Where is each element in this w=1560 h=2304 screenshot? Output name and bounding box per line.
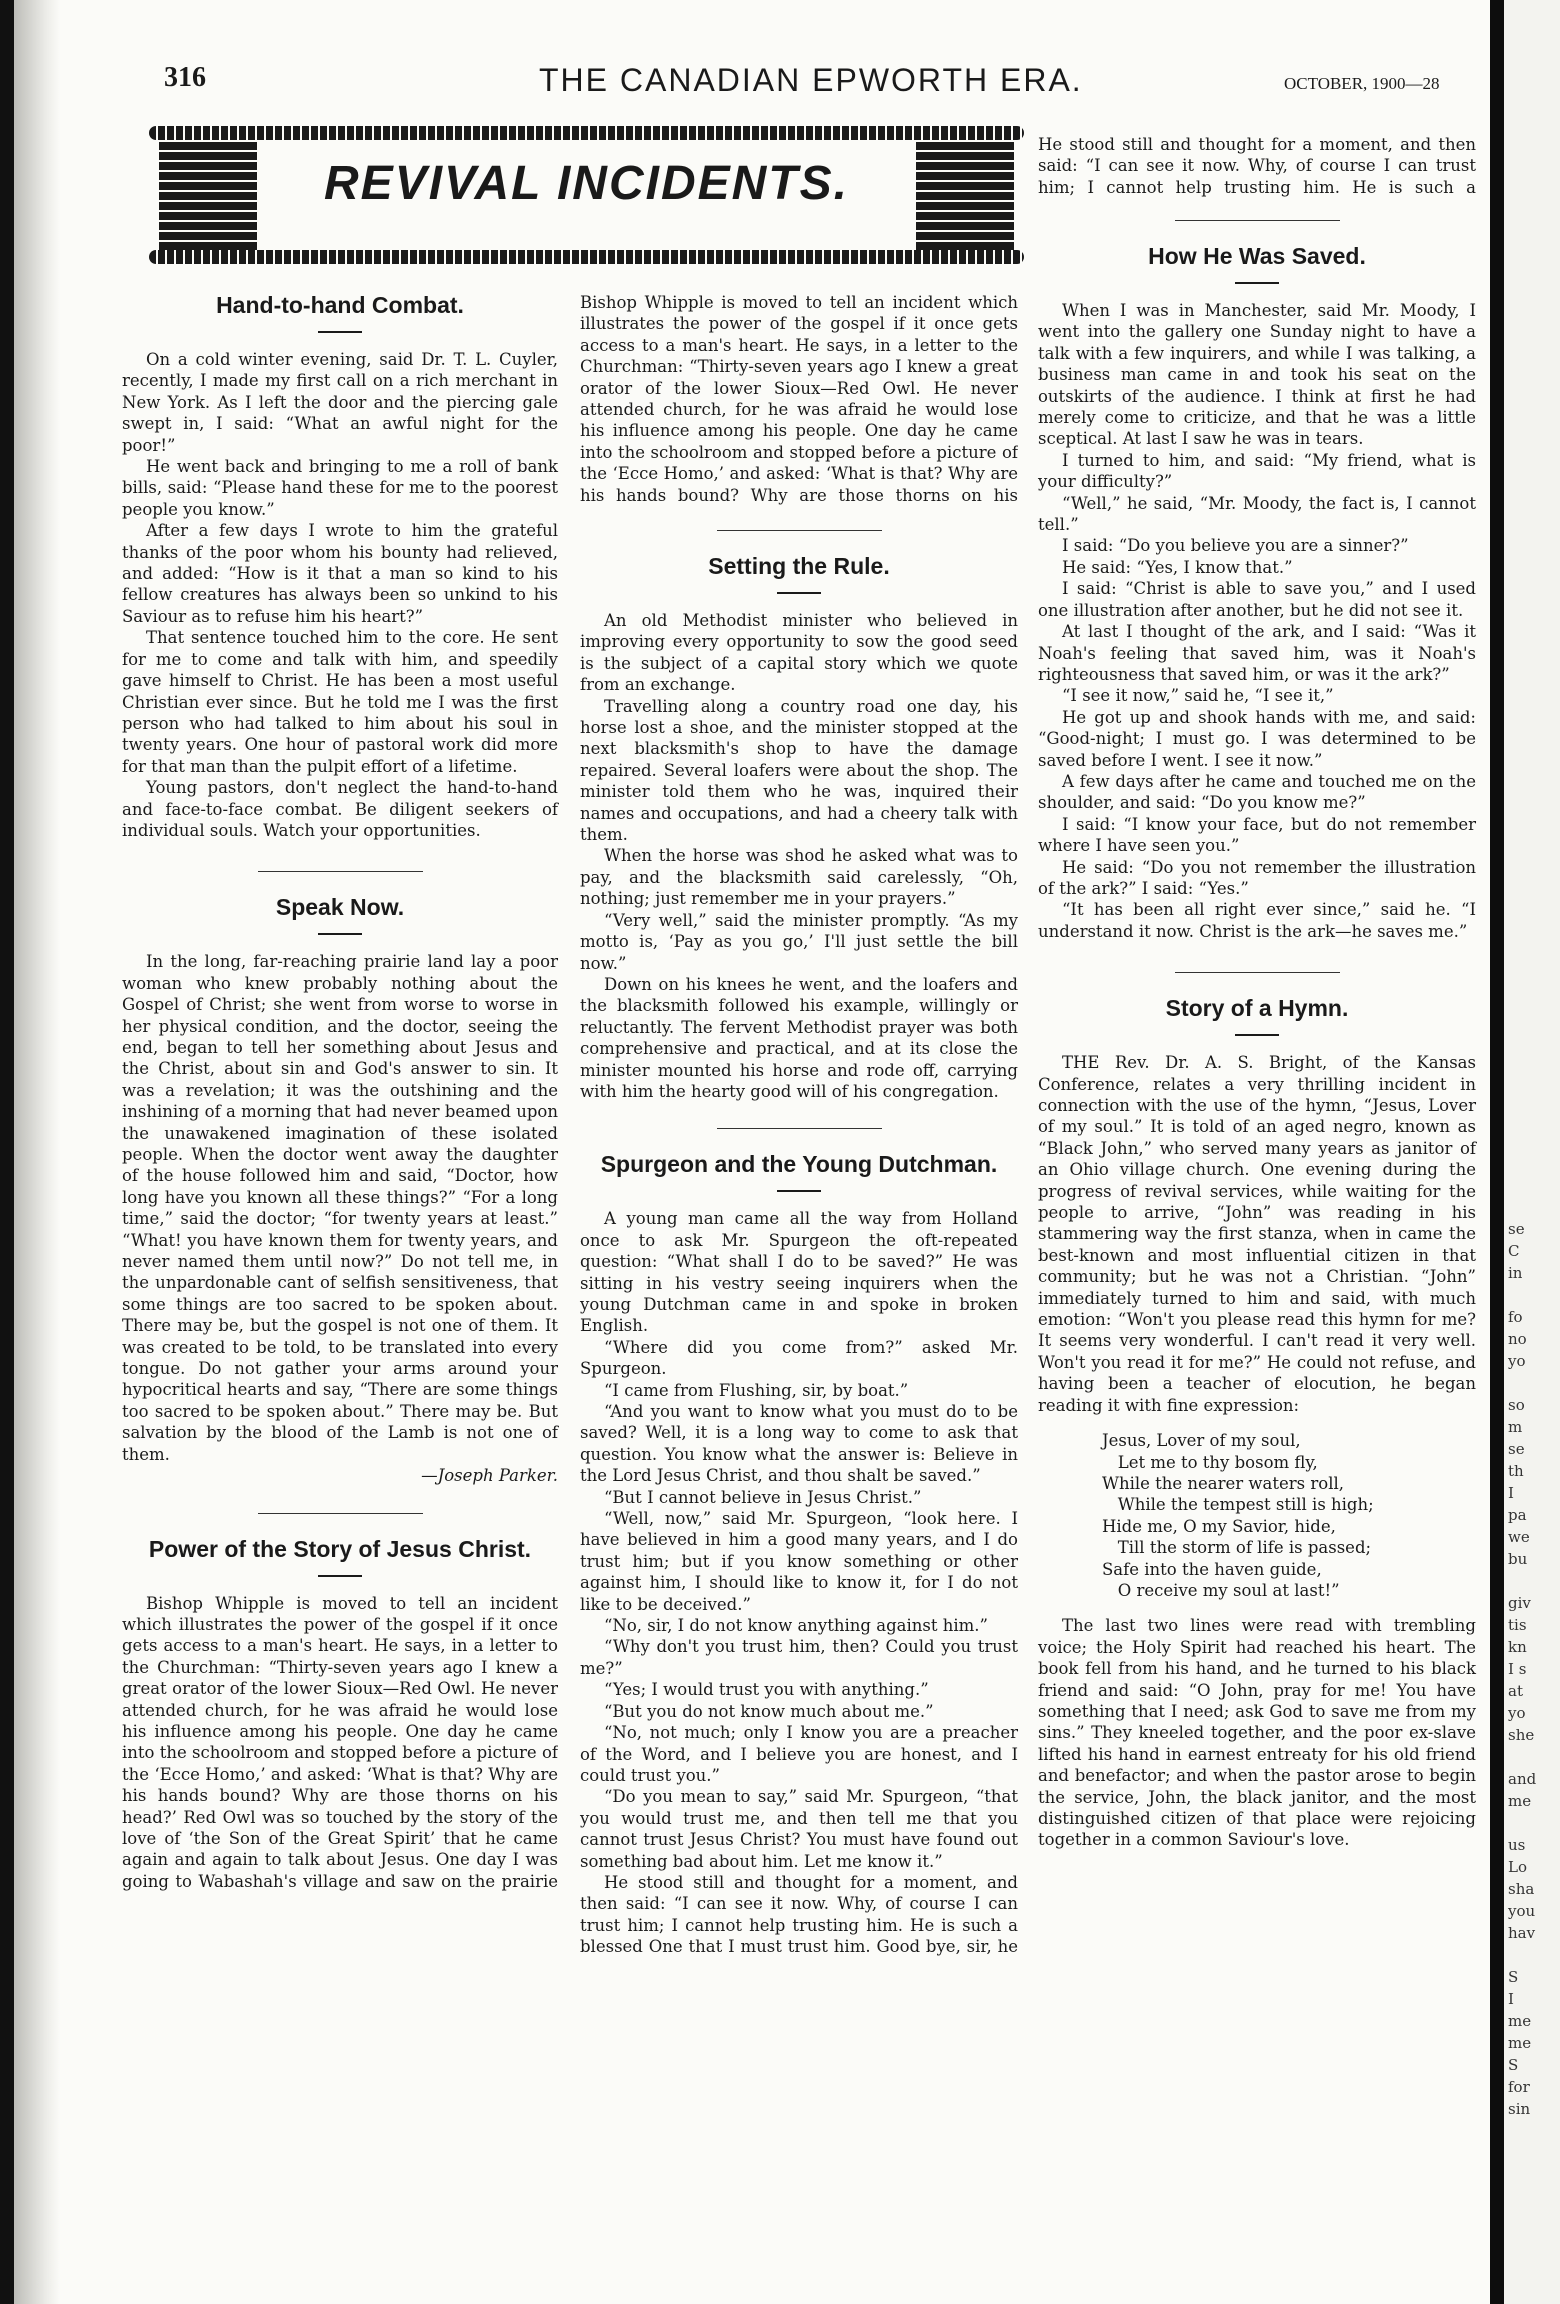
- paragraph: He said: “Yes, I know that.”: [1062, 557, 1293, 577]
- banner-title: REVIVAL INCIDENTS.: [324, 157, 849, 210]
- title-dash: [318, 1575, 362, 1577]
- attribution: —Joseph Parker.: [421, 1466, 558, 1486]
- paragraph: He stood still and thought for a moment, and then said: “I can see it now. Why, of course I can trust him; I cannot help trusting him. He is such a blessed One that I must trust him. Good bye, sir, he: [580, 1872, 1018, 1957]
- facing-page-fragment: I s: [1508, 1660, 1527, 1678]
- paragraph: “But I cannot believe in Jesus Christ.”: [604, 1487, 922, 1507]
- section-rule: [717, 1128, 882, 1129]
- paragraph: He went back and bringing to me a roll of bank bills, said: “Please hand these for me to the poorest people you know.”: [122, 457, 558, 519]
- paragraph: I said: “Do you believe you are a sinner?”: [1062, 536, 1409, 556]
- banner-border-top: [149, 126, 1024, 140]
- paragraph: “No, not much; only I know you are a preacher of the Word, and I believe you are honest, and I could trust you.”: [580, 1723, 1018, 1785]
- facing-page-fragment: at: [1508, 1682, 1523, 1700]
- paragraph: When I was in Manchester, said Mr. Moody, I went into the gallery one Sunday night to have a talk with a few inquirers, and while I was talking, a business man came in and took his seat on the outskirts of the audience. I think at first he had merely come to criticize, and that he was a little sceptical. At last I saw he was in tears.: [1038, 301, 1476, 449]
- facing-page-fragment: so: [1508, 1396, 1525, 1414]
- paragraph: In the long, far-reaching prairie land lay a poor woman who knew probably nothing about the Gospel of Christ; she went from worse to worse in her physical condition, and the doctor, seeing the end, began to tell her something about Jesus and the Christ, about sin and God's answer to sin. It was a revelation; it was the outshining and the inshining of a morning that had never beamed upon the unawakened imagination of these isolated people. When the doctor went away the daughter of the house followed him and said, “Doctor, how long have you known all these things?” “For a long time,” said the doctor; “for twenty years at least.” “What! you have known them for twenty years, and never named them until now?” Do not tell me, in the unpardonable cant of selfish sensitiveness, that some things are too sacred to be spoken about. There may be, but the gospel is not one of them. It was created to be told, to be translated into every tongue. Do not gather your arms around your hypocritical hearts and say, “There are some things too sacred to be spoken about.” There may be. But salvation by the blood of the Lamb is not one of them.: [122, 952, 558, 1464]
- article-title-how-saved: How He Was Saved.: [1148, 243, 1366, 269]
- section-banner: [149, 126, 1024, 264]
- facing-page-fragment: bu: [1508, 1550, 1528, 1568]
- paragraph: After a few days I wrote to him the grateful thanks of the poor whom his bounty had relieved, and added: “How is it that a man so kind to his fellow creatures has always been so unkind to his Saviour as to refuse him his heart?”: [122, 521, 558, 626]
- facing-page-fragment: sha: [1508, 1880, 1535, 1898]
- paragraph: An old Methodist minister who believed in improving every opportunity to sow the good seed is the subject of a capital story which we quote from an exchange.: [580, 611, 1018, 695]
- paragraph: I turned to him, and said: “My friend, what is your difficulty?”: [1038, 450, 1476, 492]
- title-dash: [1235, 1034, 1279, 1036]
- section-rule: [258, 871, 423, 872]
- facing-page-fragment: kn: [1508, 1638, 1527, 1656]
- journal-title: THE CANADIAN EPWORTH ERA.: [539, 62, 1083, 98]
- paragraph: Young pastors, don't neglect the hand-to-hand and face-to-face combat. Be diligent seekers of individual souls. Watch your opportunities.: [122, 778, 558, 840]
- facing-page-fragment: pa: [1508, 1506, 1527, 1524]
- paragraph: “Very well,” said the minister promptly. “As my motto is, ‘Pay as you go,’ I'll just settle the bill now.”: [580, 910, 1018, 973]
- facing-page-fragment: yo: [1508, 1352, 1526, 1370]
- paragraph: “Do you mean to say,” said Mr. Spurgeon, “that you would trust me, and then tell me that you cannot trust Jesus Christ? You must have found out something bad about him. Let me know it.”: [580, 1787, 1018, 1871]
- paragraph-continued: He stood still and thought for a moment, and then said: “I can see it now. Why, of course I can trust him; I cannot help trusting him. He is such a: [1038, 135, 1476, 197]
- page-number: 316: [164, 62, 206, 93]
- facing-page-fragment: m: [1508, 1418, 1523, 1436]
- article-title-speak-now: Speak Now.: [275, 894, 405, 921]
- facing-page-fragment: me: [1508, 1792, 1532, 1810]
- paragraph: THE Rev. Dr. A. S. Bright, of the Kansas Conference, relates a very thrilling incident in connection with the use of the hymn, “Jesus, Lover of my soul.” It is told of an aged negro, known as “Black John,” who served many years as janitor of an Ohio village church. One evening during the progress of revival services, while waiting for the people to arrive, “John” was reading in his stammering way the first stanza, when in came the best-known and most influential citizen in that community; but he was not a Christian. “John” immediately turned to him and said, with much emotion: “Won't you please read this hymn for me? It seems very wonderful. I can't read it very well. Won't you read it for me?” He could not refuse, and having been a teacher of elocution, he began reading it with fine expression:: [1038, 1053, 1476, 1415]
- paragraph: A few days after he came and touched me on the shoulder, and said: “Do you know me?”: [1038, 771, 1476, 813]
- paragraph: Bishop Whipple is moved to tell an incident which illustrates the power of the gospel if it once gets access to a man's heart. He says, in a letter to the Churchman: “Thirty-seven years ago I knew a great orator of the lower Sioux—Red Owl. He never attended church, for he was afraid he would lose his influence among his people. One day he came into the schoolroom and stopped before a picture of the ‘Ecce Homo,’ and asked: ‘What is that? Why are his hands bound? Why are those thorns on his head?’ Red Owl was so touched by the story of the love of ‘the Son of the Great Spirit’ that he came again and again to talk about Jesus. One day I was going to Wabashah's village and saw on the prairie: [122, 1593, 558, 1891]
- facing-page-fragment: se: [1508, 1440, 1525, 1458]
- facing-page-fragment: giv: [1508, 1594, 1531, 1612]
- facing-page-fragment: us: [1508, 1836, 1526, 1854]
- paragraph: “It has been all right ever since,” said he. “I understand it now. Christ is the ark—he saves me.”: [1038, 900, 1476, 941]
- facing-page-fragment: Lo: [1508, 1858, 1527, 1876]
- column-1: [122, 292, 558, 1891]
- section-rule: [258, 1513, 423, 1514]
- facing-page-fragment: and: [1508, 1770, 1537, 1788]
- article-title-spurgeon: Spurgeon and the Young Dutchman.: [600, 1151, 998, 1178]
- facing-page-fragments: [1504, 0, 1560, 2304]
- paragraph: I said: “Christ is able to save you,” and I used one illustration after another, but he did not see it.: [1038, 579, 1476, 620]
- paragraph: On a cold winter evening, said Dr. T. L. Cuyler, recently, I made my first call on a rich merchant in New York. As I left the door and the piercing gale swept in, I said: “What an awful night for the poor!”: [122, 350, 558, 455]
- facing-page-fragment: we: [1508, 1528, 1530, 1546]
- paragraph: He said: “Do you not remember the illustration of the ark?” I said: “Yes.”: [1038, 857, 1476, 898]
- facing-page-fragment: fo: [1508, 1308, 1523, 1326]
- banner-ornament-left: [159, 140, 257, 250]
- paragraph: A young man came all the way from Holland once to ask Mr. Spurgeon the oft-repeated question: “What shall I do to be saved?” He was sitting in his vestry seeing inquirers when the young Dutchman came in and spoke in broken English.: [580, 1209, 1018, 1336]
- facing-page-fragment: S: [1508, 2056, 1519, 2074]
- paragraph: The last two lines were read with trembling voice; the Holy Spirit had reached his heart. The book fell from his hand, and he turned to his black friend and said: “O John, pray for me! You have something that I need; ask God to save me from my sins.” They kneeled together, and the poor ex-slave lifted his hand in earnest entreaty for his old friend and benefactor; and when the pastor arose to begin the service, John, the black janitor, and the most distinguished citizen of that place were rejoicing together in a common Saviour's love.: [1038, 1616, 1476, 1850]
- facing-page-fragment: tis: [1508, 1616, 1527, 1634]
- paragraph: When the horse was shod he asked what was to pay, and the blacksmith said carelessly, “Oh, nothing; just remember me in your prayers.”: [580, 846, 1018, 909]
- facing-page-fragment: se: [1508, 1220, 1525, 1238]
- paragraph: Travelling along a country road one day, his horse lost a shoe, and the minister stopped at the next blacksmith's shop to have the damage repaired. Several loafers were about the shop. The minister told them who he was, inquired their names and occupations, and had a cheery talk with them.: [580, 696, 1018, 845]
- paragraph-continued: Bishop Whipple is moved to tell an incident which illustrates the power of the gospel if it once gets access to a man's heart. He says, in a letter to the Churchman: “Thirty-seven years ago I knew a great orator of the lower Sioux—Red Owl. He never attended church, for he was afraid he would lose his influence among his people. One day he came into the schoolroom and stopped before a picture of the ‘Ecce Homo,’ and asked: ‘What is that? Why are his hands bound? Why are those thorns on his: [580, 293, 1018, 505]
- facing-page-fragment: me: [1508, 2012, 1532, 2030]
- facing-page-fragment: in: [1508, 1264, 1523, 1282]
- facing-page-fragment: she: [1508, 1726, 1535, 1744]
- paragraph: “I came from Flushing, sir, by boat.”: [604, 1380, 909, 1400]
- banner-border-bottom: [149, 250, 1024, 264]
- facing-page-fragment: S: [1508, 1968, 1519, 1986]
- hymn-verse: Jesus, Lover of my soul, Let me to thy bosom fly, While the nearer waters roll, While the tempest still is high; Hide me, O my Savior, hide, Till the storm of life is passed; Safe into the haven guide, O receive my soul at last!”: [1102, 1431, 1374, 1600]
- paragraph: “Where did you come from?” asked Mr. Spurgeon.: [580, 1337, 1018, 1379]
- facing-page-fragment: yo: [1508, 1704, 1526, 1722]
- facing-page-fragment: C: [1508, 1242, 1520, 1260]
- title-dash: [1235, 282, 1279, 284]
- paragraph: Down on his knees he went, and the loafers and the blacksmith followed his example, willingly or reluctantly. The fervent Methodist prayer was both comprehensive and practical, and at its close the minister mounted his horse and rode off, carrying with him the hearty good will of his congregation.: [580, 974, 1018, 1101]
- paragraph: That sentence touched him to the core. He sent for me to come and talk with him, and speedily gave himself to Christ. He has been a most useful Christian ever since. But he told me I was the first person who had talked to him about his soul in twenty years. One hour of pastoral work did more for that man than the pulpit effort of a lifetime.: [122, 628, 558, 776]
- banner-ornament-right: [916, 140, 1014, 250]
- facing-page-fragment: hav: [1508, 1924, 1536, 1942]
- column-3: [1038, 134, 1476, 1851]
- paragraph: “Why don't you trust him, then? Could you trust me?”: [580, 1637, 1018, 1678]
- paragraph: I said: “I know your face, but do not remember where I have seen you.”: [1038, 814, 1476, 856]
- title-dash: [318, 331, 362, 333]
- paragraph: “But you do not know much about me.”: [604, 1701, 934, 1721]
- facing-page-fragment: I: [1508, 1990, 1514, 2008]
- paragraph: “Yes; I would trust you with anything.”: [604, 1680, 929, 1700]
- section-rule: [1175, 220, 1340, 221]
- facing-page-fragment: sin: [1508, 2100, 1531, 2118]
- column-2: [580, 292, 1018, 1958]
- section-rule: [1175, 972, 1340, 973]
- facing-page-fragment: th: [1508, 1462, 1524, 1480]
- paragraph: At last I thought of the ark, and I said: “Was it Noah's feeling that saved him, was it Noah's righteousness that saved him, or was it the ark?”: [1038, 622, 1476, 684]
- article-title-hand-to-hand: Hand-to-hand Combat.: [216, 292, 464, 318]
- article-title-hymn: Story of a Hymn.: [1165, 995, 1349, 1022]
- paragraph: “Well, now,” said Mr. Spurgeon, “look here. I have believed in him a good many years, and I do trust him; but if you know something or other against him, I should like to know it, for I do not like to be deceived.”: [580, 1509, 1018, 1614]
- paragraph: “I see it now,” said he, “I see it,”: [1062, 686, 1334, 706]
- facing-page-fragment: you: [1508, 1902, 1536, 1920]
- paragraph: He got up and shook hands with me, and said: “Good-night; I must go. I was determined to be saved before I went. I see it now.”: [1038, 707, 1476, 770]
- section-rule: [717, 530, 882, 531]
- facing-page-fragment: for: [1508, 2078, 1530, 2096]
- title-dash: [777, 1190, 821, 1192]
- article-title-setting-rule: Setting the Rule.: [708, 553, 890, 579]
- facing-page-fragment: I: [1508, 1484, 1514, 1502]
- article-title-power-story: Power of the Story of Jesus Christ.: [148, 1535, 532, 1562]
- paragraph: “No, sir, I do not know anything against him.”: [604, 1616, 988, 1636]
- facing-page-fragment: no: [1508, 1330, 1527, 1348]
- facing-page-fragment: me: [1508, 2034, 1532, 2052]
- title-dash: [777, 592, 821, 594]
- title-dash: [318, 933, 362, 935]
- issue-date: OCTOBER, 1900—28: [1284, 74, 1440, 93]
- page: [14, 0, 1490, 2304]
- paragraph: “Well,” he said, “Mr. Moody, the fact is, I cannot tell.”: [1038, 493, 1476, 535]
- paragraph: “And you want to know what you must do to be saved? Well, it is a long way to come to ask that question. You know what the answer is: Believe in the Lord Jesus Christ, and thou shalt be saved.”: [580, 1402, 1018, 1486]
